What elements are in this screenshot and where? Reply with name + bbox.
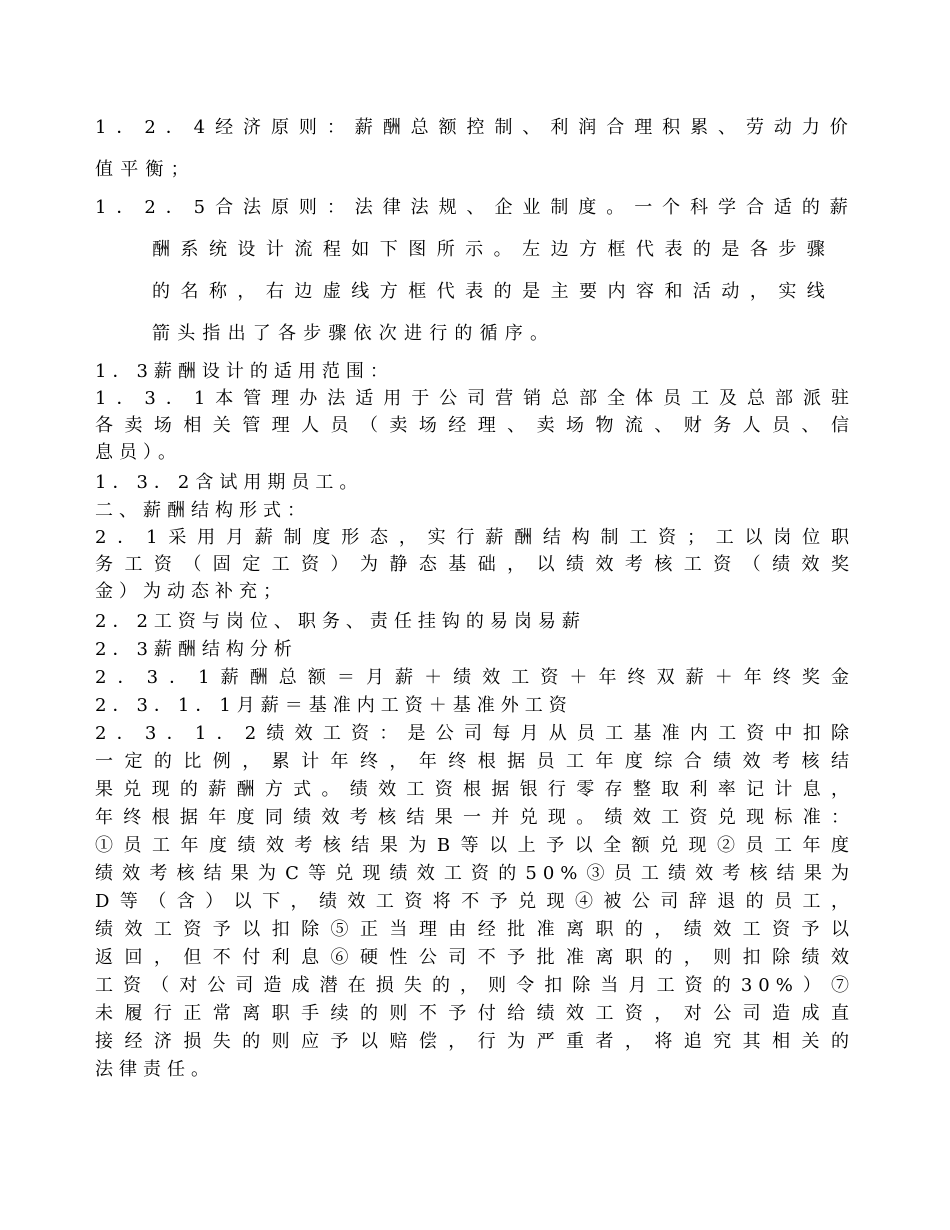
text-line: ①员工年度绩效考核结果为B等以上予以全额兑现②员工年度 bbox=[95, 835, 855, 856]
text-line: 2．3．1．2绩效工资：是公司每月从员工基准内工资中扣除 bbox=[95, 723, 855, 744]
text-line: 1．3．2含试用期员工。 bbox=[95, 472, 364, 493]
text-line: 绩效考核结果为C等兑现绩效工资的50%③员工绩效考核结果为 bbox=[95, 863, 855, 884]
text-line: 2．3．1．1月薪＝基准内工资＋基准外工资 bbox=[95, 695, 573, 716]
text-line: 务工资（固定工资）为静态基础，以绩效考核工资（绩效奖 bbox=[95, 554, 855, 575]
text-line: 1．2．4经济原则：薪酬总额控制、利润合理积累、劳动力价 bbox=[95, 117, 855, 138]
text-line: 金）为动态补充； bbox=[95, 581, 287, 602]
text-line: 年终根据年度同绩效考核结果一并兑现。绩效工资兑现标准： bbox=[95, 807, 855, 828]
text-line: D等（含）以下，绩效工资将不予兑现④被公司辞退的员工， bbox=[95, 891, 855, 912]
text-line: 绩效工资予以扣除⑤正当理由经批准离职的，绩效工资予以 bbox=[95, 919, 855, 940]
text-line: 箭头指出了各步骤依次进行的循序。 bbox=[152, 323, 556, 344]
text-line: 返回，但不付利息⑥硬性公司不予批准离职的，则扣除绩效 bbox=[95, 947, 855, 968]
text-line: 法律责任。 bbox=[95, 1059, 215, 1080]
text-line: 果兑现的薪酬方式。绩效工资根据银行零存整取利率记计息， bbox=[95, 779, 855, 800]
text-line: 2．3．1薪酬总额＝月薪＋绩效工资＋年终双薪＋年终奖金 bbox=[95, 667, 855, 688]
text-line: 一定的比例，累计年终，年终根据员工年度综合绩效考核结 bbox=[95, 751, 855, 772]
text-line: 值平衡； bbox=[95, 159, 196, 180]
text-line: 1．2．5合法原则：法律法规、企业制度。一个科学合适的薪 bbox=[95, 197, 855, 218]
text-line: 的名称，右边虚线方框代表的是主要内容和活动，实线 bbox=[152, 281, 832, 302]
section-heading: 1．3薪酬设计的适用范围： bbox=[95, 361, 394, 382]
text-line: 各卖场相关管理人员（卖场经理、卖场物流、财务人员、信 bbox=[95, 415, 855, 436]
section-heading: 二、薪酬结构形式： bbox=[95, 500, 311, 521]
text-line: 接经济损失的则应予以赔偿，行为严重者，将追究其相关的 bbox=[95, 1031, 855, 1052]
text-line: 1．3．1本管理办法适用于公司营销总部全体员工及总部派驻 bbox=[95, 388, 855, 409]
text-line: 2．1采用月薪制度形态，实行薪酬结构制工资；工以岗位职 bbox=[95, 527, 855, 548]
text-line: 2．2工资与岗位、职务、责任挂钩的易岗易薪 bbox=[95, 611, 586, 632]
section-heading: 2．3薪酬结构分析 bbox=[95, 639, 298, 660]
text-line: 工资（对公司造成潜在损失的，则令扣除当月工资的30%）⑦ bbox=[95, 975, 855, 996]
text-line: 息员）。 bbox=[95, 442, 182, 463]
text-line: 未履行正常离职手续的则不予付给绩效工资，对公司造成直 bbox=[95, 1003, 855, 1024]
text-line: 酬系统设计流程如下图所示。左边方框代表的是各步骤 bbox=[152, 239, 832, 260]
